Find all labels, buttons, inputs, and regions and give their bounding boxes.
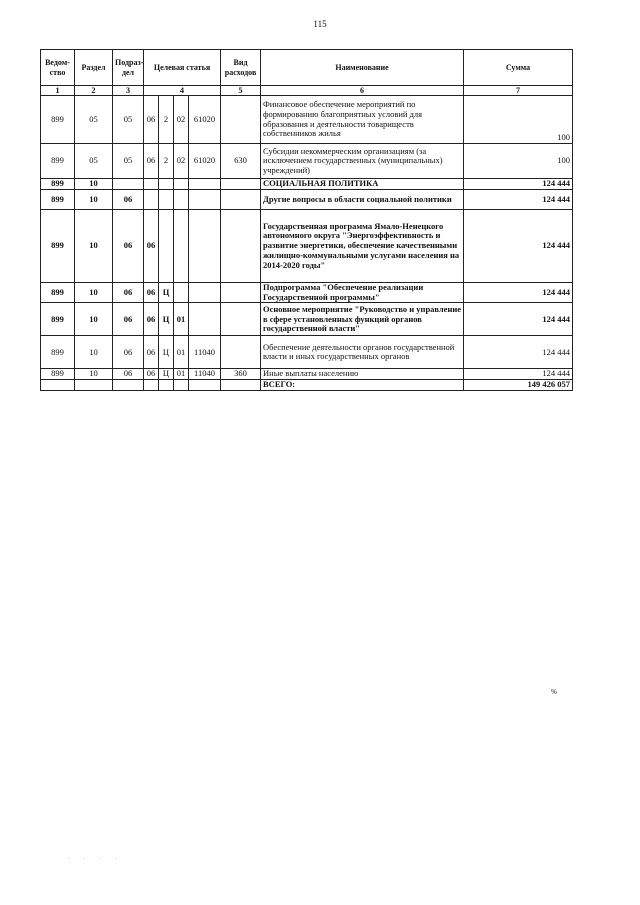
cell-tselevaya-1: 06 [144,96,159,144]
cell-podrazdel: 06 [113,303,144,336]
table-row [41,189,573,209]
cell-razdel: 05 [75,96,113,144]
table-row [41,179,573,190]
cell-podrazdel: 06 [113,369,144,380]
cell-summa: 124 444 [464,189,573,209]
cell-tselevaya-3: 02 [174,144,189,179]
cell-tselevaya-3 [174,179,189,190]
cell-vid-rashodov [221,303,261,336]
cell-podrazdel: 06 [113,336,144,369]
cell-vedomstvo: 899 [41,209,75,282]
column-number: 6 [261,86,464,96]
cell-vid-rashodov [221,282,261,303]
cell-vedomstvo: 899 [41,282,75,303]
page-number: 115 [313,19,327,29]
cell-podrazdel: 06 [113,189,144,209]
cell-tselevaya-1: 06 [144,209,159,282]
budget-table [40,49,573,391]
scan-artifact: · · · · [68,856,123,862]
cell-vedomstvo: 899 [41,96,75,144]
cell-tselevaya-1 [144,189,159,209]
cell-tselevaya-3: 02 [174,96,189,144]
cell-tselevaya-3: 01 [174,336,189,369]
cell-tselevaya-1: 06 [144,303,159,336]
stray-mark: % [551,688,557,696]
cell-vid-rashodov [221,209,261,282]
cell-podrazdel: 05 [113,144,144,179]
cell-tselevaya-2 [159,189,174,209]
header-row [41,50,573,86]
cell-vid-rashodov [221,96,261,144]
cell-tselevaya-4 [189,303,221,336]
cell-vedomstvo: 899 [41,303,75,336]
cell-summa: 100 [464,144,573,179]
cell-summa: 100 [464,96,573,144]
cell-tselevaya-2: Ц [159,369,174,380]
total-sum: 149 426 057 [464,380,573,391]
cell-tselevaya-2: 2 [159,144,174,179]
cell-vid-rashodov [221,336,261,369]
table-row [41,303,573,336]
cell-vedomstvo: 899 [41,189,75,209]
cell-tselevaya-3 [174,189,189,209]
cell-tselevaya-1: 06 [144,282,159,303]
cell-tselevaya-2: Ц [159,303,174,336]
column-number: 1 [41,86,75,96]
cell-vedomstvo: 899 [41,336,75,369]
header-vedomstvo: Ведом-ство [41,50,75,86]
header-summa: Сумма [464,50,573,86]
cell-tselevaya-3 [174,209,189,282]
cell-razdel: 10 [75,336,113,369]
cell-summa: 124 444 [464,369,573,380]
cell-vedomstvo: 899 [41,369,75,380]
column-number: 4 [144,86,221,96]
cell-razdel: 10 [75,189,113,209]
cell-summa: 124 444 [464,303,573,336]
header-podrazdel: Подраз-дел [113,50,144,86]
cell-vedomstvo: 899 [41,144,75,179]
cell-summa: 124 444 [464,179,573,190]
cell-tselevaya-4: 61020 [189,96,221,144]
cell-tselevaya-2: Ц [159,282,174,303]
cell-tselevaya-3: 01 [174,369,189,380]
cell-naimenovanie: Субсидии некоммерческим организациям (за исключением государственных (муниципальных) учреждений) [261,144,464,179]
cell-tselevaya-4: 61020 [189,144,221,179]
cell-razdel: 10 [75,179,113,190]
cell-naimenovanie: СОЦИАЛЬНАЯ ПОЛИТИКА [261,179,464,190]
cell-tselevaya-4 [189,209,221,282]
cell-podrazdel: 06 [113,209,144,282]
table-row [41,369,573,380]
cell-tselevaya-2 [159,209,174,282]
cell-vedomstvo: 899 [41,179,75,190]
cell-tselevaya-2: Ц [159,336,174,369]
cell-razdel: 10 [75,369,113,380]
cell-tselevaya-4 [189,179,221,190]
header-tselevaya-statya: Целевая статья [144,50,221,86]
header-razdel: Раздел [75,50,113,86]
cell-vid-rashodov: 360 [221,369,261,380]
column-number: 5 [221,86,261,96]
total-label: ВСЕГО: [261,380,464,391]
cell-naimenovanie: Иные выплаты населению [261,369,464,380]
column-number: 7 [464,86,573,96]
cell-naimenovanie: Государственная программа Ямало-Ненецкого автономного округа "Энергоэффективность и развитие энергетики, обеспечение качественными жилищно-коммунальными услугами населения на 2014-2020 годы" [261,209,464,282]
cell-razdel: 05 [75,144,113,179]
cell-tselevaya-1: 06 [144,144,159,179]
cell-summa: 124 444 [464,336,573,369]
cell-tselevaya-4: 11040 [189,336,221,369]
table-row [41,96,573,144]
cell-razdel: 10 [75,282,113,303]
cell-naimenovanie: Подпрограмма "Обеспечение реализации Государственной программы" [261,282,464,303]
column-number: 3 [113,86,144,96]
header-naimenovanie: Наименование [261,50,464,86]
cell-razdel: 10 [75,209,113,282]
cell-summa: 124 444 [464,282,573,303]
cell-tselevaya-3 [174,282,189,303]
cell-tselevaya-4 [189,189,221,209]
cell-tselevaya-1 [144,179,159,190]
cell-tselevaya-2: 2 [159,96,174,144]
cell-naimenovanie: Обеспечение деятельности органов государственной власти и иных государственных органов [261,336,464,369]
cell-tselevaya-4 [189,282,221,303]
cell-tselevaya-4: 11040 [189,369,221,380]
cell-naimenovanie: Основное мероприятие "Руководство и управление в сфере установленных функций органов государственной власти" [261,303,464,336]
table-row [41,209,573,282]
cell-summa: 124 444 [464,209,573,282]
table-row [41,144,573,179]
cell-naimenovanie: Другие вопросы в области социальной политики [261,189,464,209]
cell-tselevaya-3: 01 [174,303,189,336]
cell-tselevaya-1: 06 [144,369,159,380]
column-number-row [41,86,573,96]
header-vid-rashodov: Вид расходов [221,50,261,86]
table-row [41,282,573,303]
cell-podrazdel: 05 [113,96,144,144]
cell-vid-rashodov [221,179,261,190]
table-row [41,336,573,369]
cell-podrazdel: 06 [113,282,144,303]
column-number: 2 [75,86,113,96]
cell-vid-rashodov [221,189,261,209]
cell-naimenovanie: Финансовое обеспечение мероприятий по формированию благоприятных условий для образования и деятельности товариществ собственников жилья [261,96,464,144]
cell-vid-rashodov: 630 [221,144,261,179]
cell-tselevaya-2 [159,179,174,190]
cell-tselevaya-1: 06 [144,336,159,369]
total-row [41,380,573,391]
cell-podrazdel [113,179,144,190]
cell-razdel: 10 [75,303,113,336]
